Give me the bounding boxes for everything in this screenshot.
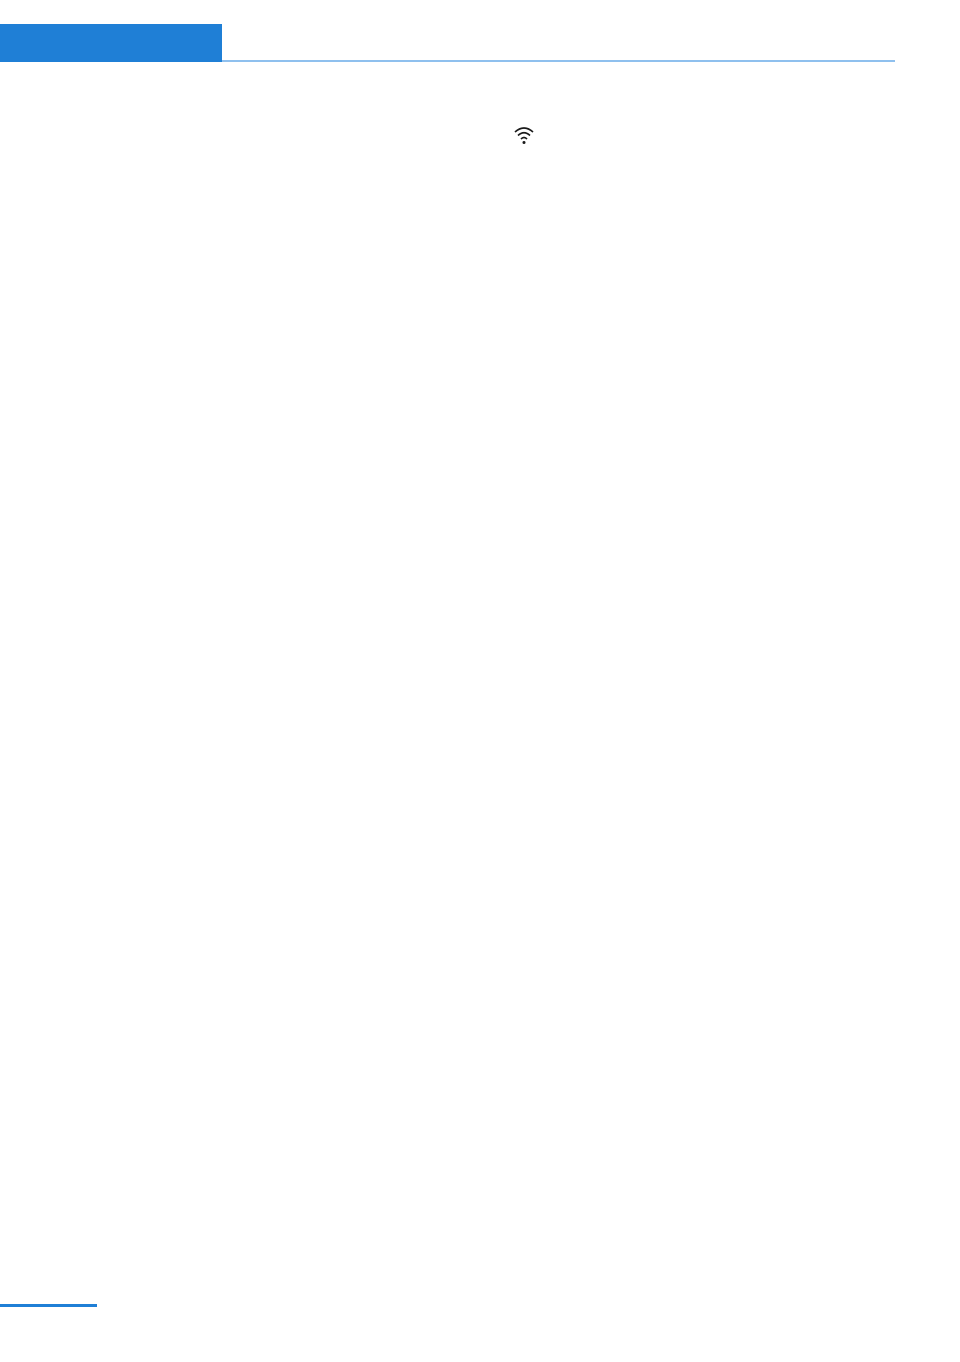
right-column (480, 103, 895, 155)
footer-divider (0, 1304, 97, 1307)
left-column (33, 103, 448, 110)
header-divider (222, 60, 895, 62)
header-bar (0, 0, 960, 62)
wifi-icon (513, 125, 535, 145)
tab-summary[interactable] (0, 24, 222, 62)
conn-steps-list (480, 123, 895, 148)
conn-step-5 (480, 123, 895, 148)
step-5-line (513, 124, 547, 146)
